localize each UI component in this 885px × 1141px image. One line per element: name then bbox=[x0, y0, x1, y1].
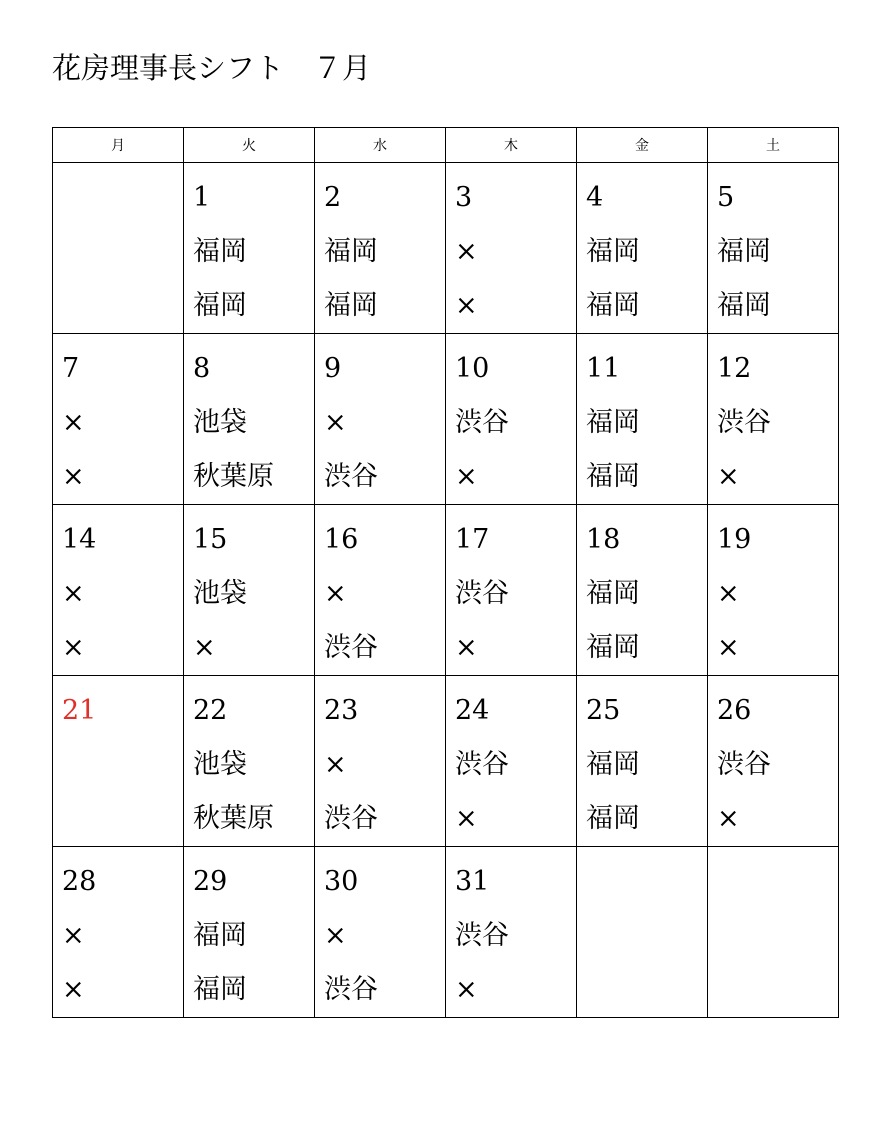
day-cell bbox=[446, 676, 577, 847]
weekday-header-sat: 土 bbox=[708, 128, 839, 163]
day-number: 4 bbox=[586, 182, 604, 213]
shift-entry-second: 福岡 bbox=[193, 974, 247, 1005]
shift-entry-first: 渋谷 bbox=[455, 920, 509, 951]
page-title: 花房理事長シフト ７月 bbox=[52, 51, 372, 85]
day-number bbox=[586, 855, 707, 909]
shift-entry-second: × bbox=[455, 461, 478, 492]
day-number: 12 bbox=[717, 353, 752, 384]
day-cell-content bbox=[315, 334, 445, 504]
shift-calendar bbox=[52, 127, 839, 1018]
day-cell-content bbox=[53, 163, 183, 333]
shift-entry-first bbox=[62, 738, 183, 792]
day-cell bbox=[577, 334, 708, 505]
day-cell bbox=[708, 334, 839, 505]
shift-entry-first: 福岡 bbox=[586, 578, 640, 609]
day-cell-content bbox=[577, 676, 707, 846]
day-cell-content bbox=[53, 505, 183, 675]
day-number: 19 bbox=[717, 524, 752, 555]
shift-entry-first: × bbox=[324, 407, 347, 438]
shift-entry-second bbox=[62, 279, 183, 333]
day-cell bbox=[446, 505, 577, 676]
day-number: 26 bbox=[717, 695, 752, 726]
shift-entry-first: × bbox=[717, 578, 740, 609]
shift-entry-first: 渋谷 bbox=[455, 578, 509, 609]
day-number: 28 bbox=[62, 866, 97, 897]
shift-entry-first: 渋谷 bbox=[717, 749, 771, 780]
weekday-header-tue: 火 bbox=[184, 128, 315, 163]
day-number: 31 bbox=[455, 866, 490, 897]
shift-entry-first: 福岡 bbox=[717, 236, 771, 267]
day-cell-content bbox=[577, 334, 707, 504]
day-number: 21 bbox=[62, 695, 97, 726]
shift-entry-first: × bbox=[324, 749, 347, 780]
day-number: 29 bbox=[193, 866, 228, 897]
day-number: 16 bbox=[324, 524, 359, 555]
shift-entry-second: × bbox=[62, 974, 85, 1005]
shift-entry-second: 渋谷 bbox=[324, 461, 378, 492]
empty-day-cell bbox=[53, 163, 184, 334]
day-cell-content bbox=[446, 847, 576, 1017]
shift-entry-second: 秋葉原 bbox=[193, 461, 274, 492]
day-cell bbox=[184, 847, 315, 1018]
shift-entry-first: 渋谷 bbox=[455, 407, 509, 438]
day-number: 15 bbox=[193, 524, 228, 555]
shift-entry-second bbox=[586, 963, 707, 1017]
day-number: 8 bbox=[193, 353, 211, 384]
shift-entry-first: 池袋 bbox=[193, 749, 247, 780]
day-cell bbox=[315, 676, 446, 847]
day-number: 23 bbox=[324, 695, 359, 726]
day-cell bbox=[315, 505, 446, 676]
shift-entry-second: 福岡 bbox=[193, 290, 247, 321]
day-number: 30 bbox=[324, 866, 359, 897]
shift-entry-first: × bbox=[62, 407, 85, 438]
day-cell-content bbox=[446, 163, 576, 333]
weekday-header-fri: 金 bbox=[577, 128, 708, 163]
day-number: 18 bbox=[586, 524, 621, 555]
shift-entry-first: × bbox=[324, 578, 347, 609]
shift-entry-second: × bbox=[717, 803, 740, 834]
day-cell bbox=[184, 163, 315, 334]
shift-entry-second: × bbox=[62, 632, 85, 663]
weekday-header-row bbox=[53, 128, 839, 163]
weekday-header-wed: 水 bbox=[315, 128, 446, 163]
shift-entry-second: 福岡 bbox=[586, 632, 640, 663]
day-cell-content bbox=[577, 163, 707, 333]
weekday-header-mon: 月 bbox=[53, 128, 184, 163]
day-number: 3 bbox=[455, 182, 473, 213]
day-cell-content bbox=[577, 505, 707, 675]
calendar-week-row bbox=[53, 163, 839, 334]
day-number: 1 bbox=[193, 182, 211, 213]
day-cell bbox=[315, 847, 446, 1018]
day-cell bbox=[446, 847, 577, 1018]
day-cell bbox=[315, 163, 446, 334]
shift-entry-second: × bbox=[62, 461, 85, 492]
shift-entry-first: × bbox=[455, 236, 478, 267]
day-cell-content bbox=[53, 847, 183, 1017]
day-number: 25 bbox=[586, 695, 621, 726]
day-cell bbox=[53, 505, 184, 676]
shift-entry-first: 福岡 bbox=[193, 236, 247, 267]
day-cell-content bbox=[184, 163, 314, 333]
day-number: 11 bbox=[586, 353, 621, 384]
shift-entry-second: × bbox=[455, 803, 478, 834]
shift-entry-first bbox=[717, 909, 838, 963]
shift-entry-second bbox=[717, 963, 838, 1017]
shift-entry-second: 福岡 bbox=[586, 290, 640, 321]
day-number: 5 bbox=[717, 182, 735, 213]
calendar-week-row bbox=[53, 505, 839, 676]
day-number bbox=[62, 171, 183, 225]
day-cell bbox=[53, 334, 184, 505]
day-number: 2 bbox=[324, 182, 342, 213]
day-number: 17 bbox=[455, 524, 490, 555]
day-cell-content bbox=[53, 676, 183, 846]
shift-entry-second: 渋谷 bbox=[324, 632, 378, 663]
day-number: 24 bbox=[455, 695, 490, 726]
weekday-header-thu: 木 bbox=[446, 128, 577, 163]
shift-entry-second: × bbox=[717, 632, 740, 663]
shift-entry-second: 福岡 bbox=[586, 803, 640, 834]
day-cell-content bbox=[708, 334, 838, 504]
shift-entry-second: 福岡 bbox=[324, 290, 378, 321]
day-cell-content bbox=[315, 676, 445, 846]
day-number bbox=[717, 855, 838, 909]
day-cell bbox=[577, 163, 708, 334]
day-cell-content bbox=[446, 334, 576, 504]
shift-entry-second: 福岡 bbox=[586, 461, 640, 492]
calendar-week-row bbox=[53, 676, 839, 847]
shift-entry-first: 福岡 bbox=[324, 236, 378, 267]
shift-entry-first: × bbox=[62, 920, 85, 951]
shift-entry-second bbox=[62, 792, 183, 846]
day-cell-content bbox=[708, 163, 838, 333]
shift-entry-first: × bbox=[62, 578, 85, 609]
day-number: 9 bbox=[324, 353, 342, 384]
day-cell bbox=[184, 505, 315, 676]
day-cell-content bbox=[184, 676, 314, 846]
day-cell-content bbox=[708, 847, 838, 1017]
day-cell-content bbox=[184, 847, 314, 1017]
shift-entry-second: × bbox=[717, 461, 740, 492]
day-cell bbox=[446, 163, 577, 334]
day-cell-content bbox=[446, 505, 576, 675]
day-cell bbox=[184, 334, 315, 505]
shift-entry-first: 福岡 bbox=[193, 920, 247, 951]
day-cell bbox=[577, 676, 708, 847]
shift-entry-first bbox=[586, 909, 707, 963]
shift-entry-second: 渋谷 bbox=[324, 803, 378, 834]
day-cell-content bbox=[708, 676, 838, 846]
day-cell bbox=[446, 334, 577, 505]
day-cell-content bbox=[53, 334, 183, 504]
day-cell bbox=[184, 676, 315, 847]
calendar-body bbox=[53, 163, 839, 1018]
day-cell bbox=[315, 334, 446, 505]
shift-entry-first: 池袋 bbox=[193, 407, 247, 438]
day-number: 10 bbox=[455, 353, 490, 384]
day-cell bbox=[708, 163, 839, 334]
day-cell-content bbox=[315, 163, 445, 333]
day-cell-content bbox=[184, 334, 314, 504]
shift-entry-first: × bbox=[324, 920, 347, 951]
day-cell bbox=[53, 676, 184, 847]
day-cell bbox=[53, 847, 184, 1018]
empty-day-cell bbox=[577, 847, 708, 1018]
shift-entry-second: × bbox=[455, 290, 478, 321]
shift-entry-first: 渋谷 bbox=[455, 749, 509, 780]
day-cell bbox=[708, 676, 839, 847]
day-number: 14 bbox=[62, 524, 97, 555]
empty-day-cell bbox=[708, 847, 839, 1018]
shift-entry-second: × bbox=[193, 632, 216, 663]
day-number: 22 bbox=[193, 695, 228, 726]
shift-entry-first bbox=[62, 225, 183, 279]
shift-entry-first: 福岡 bbox=[586, 407, 640, 438]
shift-entry-first: 福岡 bbox=[586, 749, 640, 780]
day-cell bbox=[708, 505, 839, 676]
day-cell-content bbox=[446, 676, 576, 846]
shift-entry-first: 福岡 bbox=[586, 236, 640, 267]
calendar-week-row bbox=[53, 847, 839, 1018]
day-cell bbox=[577, 505, 708, 676]
shift-entry-second: × bbox=[455, 632, 478, 663]
day-cell-content bbox=[315, 847, 445, 1017]
day-cell-content bbox=[708, 505, 838, 675]
shift-entry-second: 秋葉原 bbox=[193, 803, 274, 834]
calendar-week-row bbox=[53, 334, 839, 505]
day-cell-content bbox=[184, 505, 314, 675]
shift-entry-second: 渋谷 bbox=[324, 974, 378, 1005]
shift-entry-second: × bbox=[455, 974, 478, 1005]
shift-entry-second: 福岡 bbox=[717, 290, 771, 321]
shift-entry-first: 池袋 bbox=[193, 578, 247, 609]
day-cell-content bbox=[577, 847, 707, 1017]
shift-entry-first: 渋谷 bbox=[717, 407, 771, 438]
day-cell-content bbox=[315, 505, 445, 675]
day-number: 7 bbox=[62, 353, 80, 384]
